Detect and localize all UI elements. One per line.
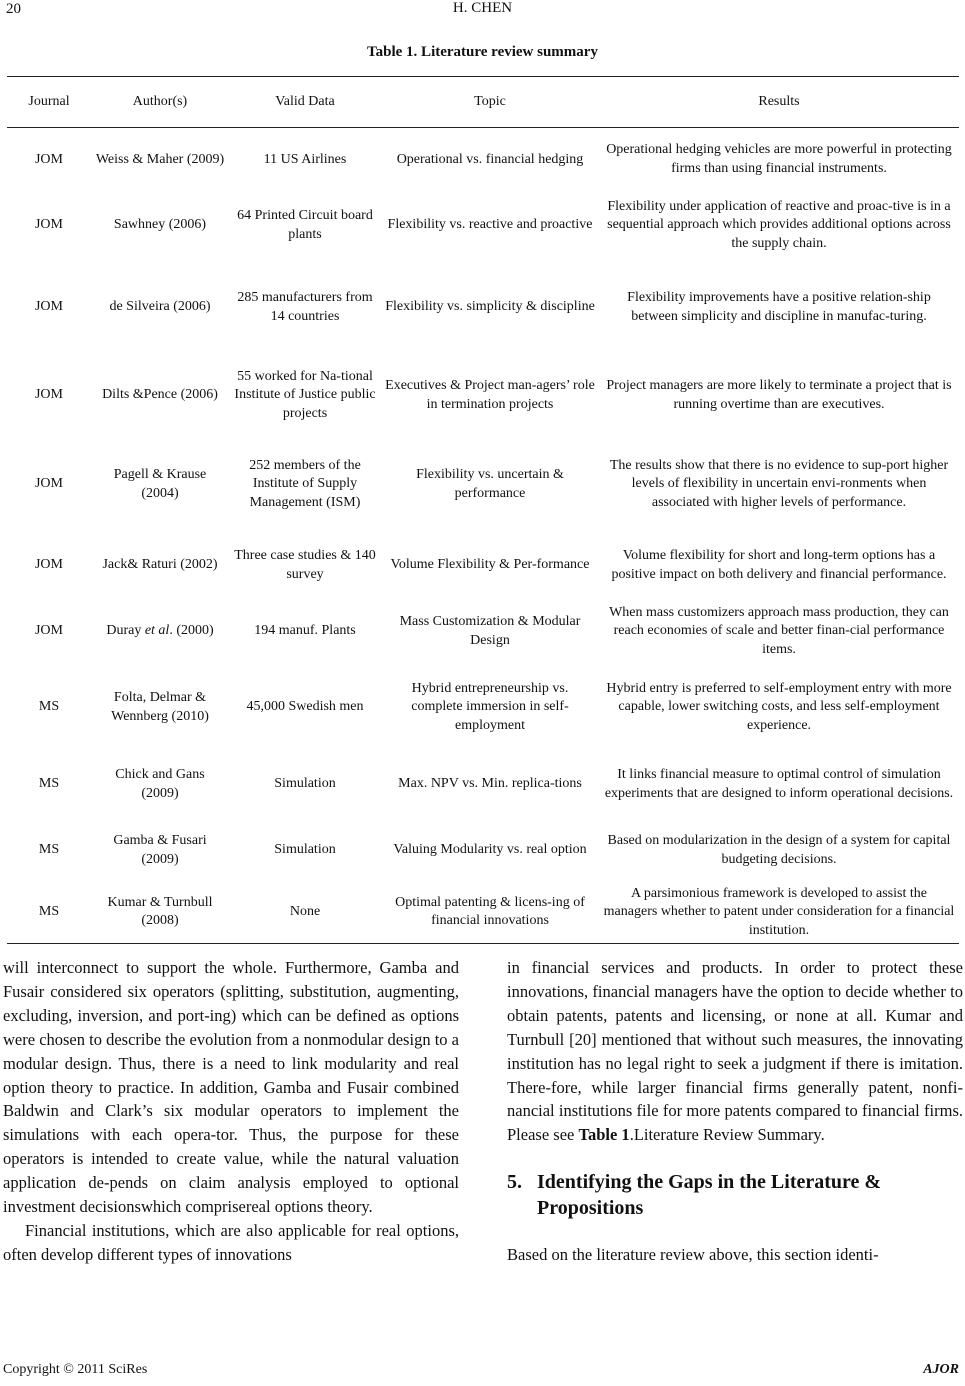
cell-results: Flexibility improvements have a positive relation-ship between simplicity and discipline in manufac-turing. [627, 290, 931, 324]
cell-topic: Flexibility vs. uncertain & performance [416, 467, 564, 501]
table-row [7, 128, 959, 192]
table-row [7, 192, 959, 260]
cell-results: Based on modularization in the design of a system for capital budgeting decisions. [607, 833, 951, 867]
table-row [7, 436, 959, 534]
table-row [7, 820, 959, 882]
cell-author: Folta, Delmar & Wennberg (2010) [111, 690, 209, 724]
cell-journal: JOM [34, 387, 63, 403]
cell-results: When mass customizers approach mass production, they can reach economies of scale and better finan-cial performance items. [609, 604, 949, 657]
journal-footer: AJOR [923, 1362, 959, 1377]
cell-journal: MS [38, 776, 60, 792]
table-header-row [7, 77, 959, 128]
cell-results: Operational hedging vehicles are more powerful in protecting firms than using financial instruments. [606, 142, 952, 176]
cell-journal: JOM [34, 623, 63, 639]
section-number: 5. [507, 1171, 522, 1194]
cell-valid-data: Simulation [274, 776, 336, 792]
cell-valid-data: 285 manufacturers from 14 countries [237, 290, 373, 324]
cell-results: Flexibility under application of reactive and proac-tive is in a sequential approach which provides additional options across the supply chain. [607, 198, 951, 251]
column-header-results: Results [599, 77, 959, 128]
table-row [7, 666, 959, 750]
cell-author: de Silveira (2006) [109, 299, 211, 315]
column-header-valid-data: Valid Data [229, 77, 381, 128]
cell-results: A parsimonious framework is developed to assist the managers whether to patent under consideration for a financial institution. [599, 882, 959, 944]
cell-valid-data: 64 Printed Circuit board plants [237, 208, 373, 242]
right-text-column [507, 956, 963, 1267]
cell-topic: Hybrid entrepreneurship vs. complete immersion in self-employment [411, 680, 569, 733]
cell-valid-data: 194 manuf. Plants [254, 623, 356, 639]
cell-topic: Mass Customization & Modular Design [399, 614, 581, 648]
table-row [7, 260, 959, 356]
cell-results: Project managers are more likely to terminate a project that is running overtime than are executives. [606, 378, 952, 412]
section-title: Identifying the Gaps in the Literature & Propositions [537, 1171, 882, 1220]
cell-valid-data: Simulation [274, 842, 336, 858]
cell-topic: Flexibility vs. reactive and proactive [387, 217, 593, 233]
table-row [7, 750, 959, 820]
cell-author [91, 598, 229, 666]
literature-table [7, 76, 959, 944]
author-name: Duray [106, 623, 145, 639]
page-number: 20 [6, 1, 21, 17]
cell-author: Pagell & Krause (2004) [113, 467, 207, 501]
cell-author: Chick and Gans (2009) [115, 767, 205, 801]
table-title: Table 1. Literature review summary [367, 44, 598, 60]
cell-author: Sawhney (2006) [113, 217, 207, 233]
cell-topic: Executives & Project man-agers’ role in termination projects [385, 378, 595, 412]
cell-results: It links financial measure to optimal control of simulation experiments that are designed to inform operational decisions. [604, 767, 954, 801]
cell-topic: Max. NPV vs. Min. replica-tions [398, 776, 582, 792]
page-header [0, 0, 965, 24]
column-header-topic: Topic [381, 77, 599, 128]
table-row [7, 882, 959, 944]
left-text-column [3, 956, 459, 1267]
cell-journal: JOM [34, 299, 63, 315]
cell-journal: JOM [34, 476, 63, 492]
paragraph-text: .Literature Review Summary. [629, 1125, 825, 1145]
cell-journal: JOM [34, 557, 63, 573]
cell-valid-data: Three case studies & 140 survey [234, 548, 376, 582]
paragraph: Financial institutions, which are also applicable for real options, often develop different types of innovations [3, 1220, 459, 1264]
cell-journal: MS [7, 882, 91, 944]
author-et-al: et al [144, 623, 170, 639]
cell-valid-data: 252 members of the Institute of Supply Management (ISM) [249, 457, 361, 510]
cell-journal: MS [38, 699, 60, 715]
paragraph: will interconnect to support the whole. Furthermore, Gamba and Fusair considered six operators (splitting, substitution, augmenting, excluding, inversion, and port-ing) which can be defined as options were chosen to describe the evolution from a nonmodular design to a modular design. Thus, there is a need to link modularity and real option theory to practice. In addition, Gamba and Fusair combined Baldwin and Clark’s six modular operators to implement the simulations with each opera-tor. Thus, the purpose for these operators is intended to create value, while the natural valuation application de-pends on claim analysis employed to optional investment decisionswhich comprisereal options theory. [3, 958, 459, 1217]
section-heading [507, 1169, 963, 1221]
table-reference: Table 1 [578, 1125, 630, 1145]
cell-valid-data: 11 US Airlines [263, 151, 347, 167]
running-head: H. CHEN [452, 0, 513, 16]
cell-topic: Valuing Modularity vs. real option [393, 842, 587, 858]
cell-author: Gamba & Fusari (2009) [113, 833, 207, 867]
cell-valid-data: 55 worked for Na-tional Institute of Justice public projects [234, 368, 376, 421]
cell-author: Dilts &Pence (2006) [102, 387, 218, 403]
cell-journal: JOM [34, 217, 63, 233]
cell-results: Hybrid entry is preferred to self-employment entry with more capable, lower switching costs, and less self-employment experience. [606, 680, 952, 733]
cell-results: Volume flexibility for short and long-term options has a positive impact on both delivery and financial performance. [611, 548, 947, 582]
table-row [7, 598, 959, 666]
cell-topic: Optimal patenting & licens-ing of financial innovations [381, 882, 599, 944]
author-year: . (2000) [169, 623, 214, 639]
cell-valid-data: 45,000 Swedish men [246, 699, 364, 715]
cell-topic: Volume Flexibility & Per-formance [390, 557, 590, 573]
cell-topic: Operational vs. financial hedging [396, 151, 584, 167]
cell-journal: JOM [34, 151, 63, 167]
cell-author: Jack& Raturi (2002) [102, 557, 218, 573]
cell-valid-data: None [229, 882, 381, 944]
cell-topic: Flexibility vs. simplicity & discipline [385, 299, 595, 315]
column-header-journal: Journal [7, 77, 91, 128]
paragraph: Based on the literature review above, this section identi- [507, 1245, 879, 1265]
paragraph [507, 956, 963, 1147]
table-row [7, 356, 959, 436]
column-header-authors: Author(s) [91, 77, 229, 128]
cell-journal: MS [38, 842, 60, 858]
cell-author: Kumar & Turnbull (2008) [91, 882, 229, 944]
paragraph-text: in financial services and products. In order to protect these innovations, financial managers have the option to decide whether to obtain patents, patents and licensing, or none at all. Kumar and Turnbull [20] mentioned that without such measures, the innovating institution has no legal right to seek a judgment if there is imitation. There-fore, while larger financial firms generally patent, nonfi-nancial institutions file for more patents compared to financial firms. Please see [507, 958, 963, 1145]
cell-author: Weiss & Maher (2009) [95, 151, 225, 167]
cell-results: The results show that there is no evidence to sup-port higher levels of flexibility in uncertain envi-ronments when associated with higher levels of performance. [609, 457, 949, 510]
table-row [7, 534, 959, 598]
copyright-footer: Copyright © 2011 SciRes [3, 1362, 148, 1377]
